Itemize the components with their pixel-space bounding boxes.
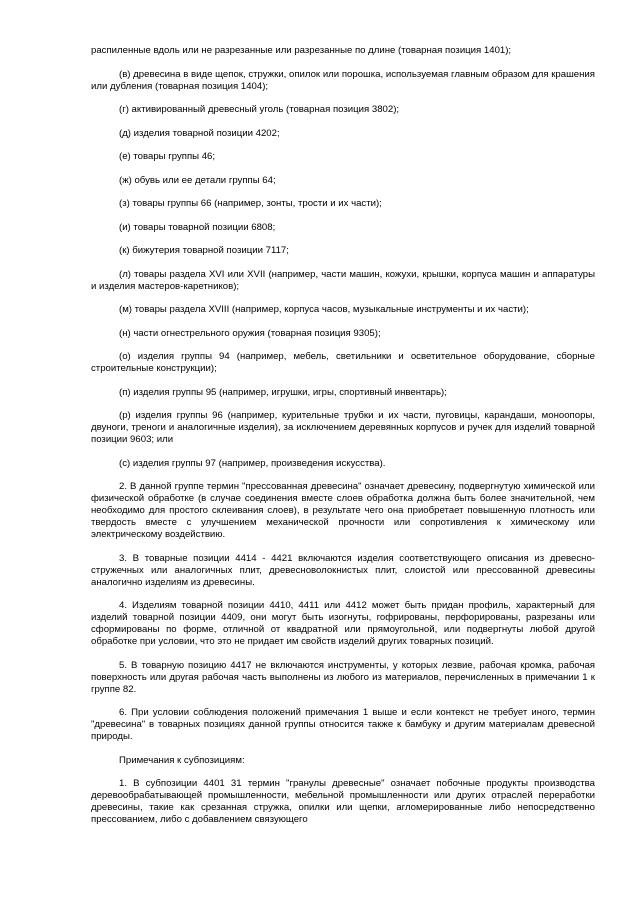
- note-3: 3. В товарные позиции 4414 - 4421 включаются изделия соответствующего описания из древесно-стружечных или аналогичных плит, древесноволокнистых плит, слоистой или прессованной древесины аналогично изделиям из древесины.: [91, 552, 595, 588]
- list-item-r: (р) изделия группы 96 (например, курительные трубки и их части, пуговицы, карандаши, моноопоры, двуноги, треноги и аналогичные изделия), за исключением деревянных корпусов и ручек для изделий товарной позиции 9603; или: [91, 410, 595, 445]
- list-item-zh: (ж) обувь или ее детали группы 64;: [119, 174, 276, 186]
- list-item-d: (д) изделия товарной позиции 4202;: [119, 127, 280, 139]
- list-item-p: (п) изделия группы 95 (например, игрушки, игры, спортивный инвентарь);: [119, 386, 447, 398]
- list-item-l: (л) товары раздела XVI или XVII (например, части машин, кожухи, крышки, корпуса машин и аппаратуры и изделия мастеров-каретников);: [91, 268, 595, 292]
- note-6: 6. При условии соблюдения положений примечания 1 выше и если контекст не требует иного, термин "древесина" в товарных позициях данной группы относится также к бамбуку и другим материалам древесной природы.: [91, 707, 595, 742]
- list-item-o: (о) изделия группы 94 (например, мебель, светильники и осветительное оборудование, сборные строительные конструкции);: [91, 351, 595, 374]
- list-item-g: (г) активированный древесный уголь (товарная позиция 3802);: [119, 104, 400, 115]
- list-item-v: (в) древесина в виде щепок, стружки, опилок или порошка, используемая главным образом для крашения или дубления (товарная позиция 1404);: [91, 68, 595, 92]
- note-4: 4. Изделиям товарной позиции 4410, 4411 или 4412 может быть придан профиль, характерный для изделий товарной позиции 4409, они могут быть изогнуты, гофрированы, перфорированы, разрезаны или сформированы по форме, отличной от квадратной или прямоугольной, или подвергнуты любой другой обработке при условии, что это не придает им свойств изделий других товарных позиций.: [91, 600, 595, 647]
- subheading-notes: Примечания к субпозициям:: [119, 754, 245, 766]
- list-item-i: (и) товары товарной позиции 6808;: [119, 221, 276, 233]
- list-item-z: (з) товары группы 66 (например, зонты, трости и их части);: [119, 198, 382, 209]
- paragraph-continuation: распиленные вдоль или не разрезанные или разрезанные по длине (товарная позиция 1401);: [91, 45, 512, 56]
- note-2: 2. В данной группе термин "прессованная древесина" означает древесину, подвергнутую химической или физической обработке (в случае соединения вместе слоев обработка должна быть более значительной, чем необходимо для простого склеивания слоев), в результате чего она приобретает повышенную плотность или твердость вместе с улучшением механической прочности или сопротивления к химическому или электрическому воздействию.: [91, 481, 595, 540]
- subposition-note-1: 1. В субпозиции 4401 31 термин "гранулы древесные" означает побочные продукты производства деревообрабатывающей промышленности, мебельной промышленности или других отраслей переработки древесины, такие как срезанная стружка, опилки или щепки, агломерированные либо непосредственно прессованием, либо с добавлением связующего: [91, 778, 595, 825]
- list-item-k: (к) бижутерия товарной позиции 7117;: [119, 245, 289, 256]
- document-page: [91, 45, 595, 838]
- list-item-n: (н) части огнестрельного оружия (товарная позиция 9305);: [119, 327, 381, 339]
- note-5: 5. В товарную позицию 4417 не включаются инструменты, у которых лезвие, рабочая кромка, рабочая поверхность или другая рабочая часть выполнены из любого из материалов, перечисленных в примечании 1 к группе 82.: [91, 659, 595, 695]
- list-item-e: (е) товары группы 46;: [119, 151, 216, 162]
- list-item-s: (с) изделия группы 97 (например, произведения искусства).: [119, 457, 386, 469]
- list-item-m: (м) товары раздела XVIII (например, корпуса часов, музыкальные инструменты и их части);: [119, 304, 529, 315]
